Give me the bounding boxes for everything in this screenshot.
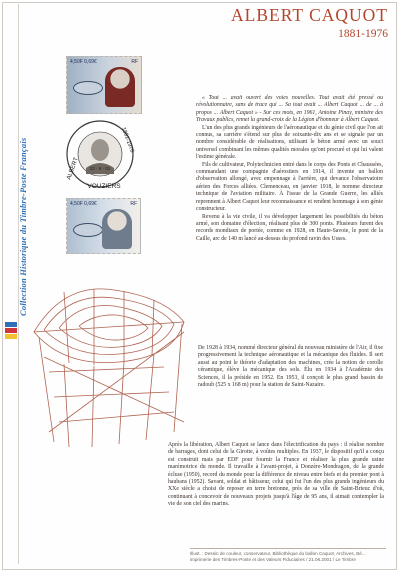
stamp-color bbox=[66, 56, 142, 114]
balloon-frame-illustration bbox=[24, 262, 194, 452]
page-title: ALBERT CAQUOT bbox=[231, 5, 388, 25]
logo-yellow-band bbox=[5, 334, 17, 339]
postmark-town: VOUZIERS bbox=[87, 183, 121, 190]
logo-red-band bbox=[5, 328, 17, 333]
postmark-date: 22 · 6 · 01 bbox=[89, 166, 111, 171]
stamp-pale bbox=[66, 198, 141, 254]
footer-credits bbox=[190, 551, 386, 563]
title-block bbox=[231, 5, 388, 40]
portrait-image bbox=[105, 67, 135, 107]
footer-divider bbox=[190, 548, 386, 549]
article-paragraph-4: De 1928 à 1934, nommé directeur général du nouveau ministère de l'Air, il fixe progressivement la technique aéronautique et la mécanique des fluides. Il sert aussi au point le théorie d'adaptation des machines, crée la notion de corolle céramique, élève la mécanique des sols. Élu en 1934 à l'Académie des Sciences, il la préside en 1952. En 1953, il conçoit le plus grand bassin de radoub (525 x 168 m) pour la station de Saint-Nazaire. bbox=[198, 345, 383, 389]
life-dates: 1881-1976 bbox=[338, 28, 388, 40]
article-paragraph-1: L'un des plus grands ingénieurs de l'aéronautique et du génie civil que l'on ait connus, sa carrière s'étend sur plus de soixante-dix ans et se signale par un nombre considérable de réalisations, utilisant le béton armé avec un souci universel combinant les mêmes qualités morales qu'ont procuré et qui lui valent l'estime générale. bbox=[196, 124, 383, 161]
balloon-icon bbox=[73, 223, 103, 237]
article-full-width bbox=[168, 442, 384, 509]
article-paragraph-5: Après la libération, Albert Caquot se lance dans l'électrification du pays : il réalise nombre de barrages, dont celui de la Girotte, à voûtes multiples. En 1937, le dispositif qu'il a conçu est construit mais par EDF pour fournir la France et réaliser la plus grande usine marémotrice du monde. Il travaille à l'avant-projet, à Donzère-Mondragon, de la grande écluse (1950), record du monde pour la différence de niveau entre biefs et du premier pont à haubans (1952). Savant, soldat et bâtisseur, celui qui fut l'un des plus grands ingénieurs du XXe siècle a choisi de reposer en terre bretonne, près de sa ville de Saint-Brieuc d'où, continuant à concevoir de nouveaux projets jusqu'à l'âge de 95 ans, il aimait contempler la vie de son ciel des marins. bbox=[168, 442, 384, 508]
postmark-text-left: ALBERT bbox=[66, 156, 80, 181]
left-band bbox=[4, 4, 19, 564]
tricolor-logo-icon bbox=[5, 322, 17, 340]
collection-vertical-title: Collection Historique du Timbre-Poste Français bbox=[18, 137, 28, 316]
stamp-value: 4,50F 0,69€ bbox=[70, 59, 97, 65]
first-day-postmark bbox=[64, 118, 136, 190]
balloon-icon bbox=[73, 81, 103, 95]
article-intro: « Tout ... avait ouvert des voies nouvelles. Tout avait été pressé ou révolutionnaire, sans de trace qui ... Sa tout avait ... Albert Caquot ... de ... à propos ... Albert Caquot » - Sur ces mots, en 1961, Antoine Pinay, ministre des Travaux publics, remet la grand-croix de la Légion d'honneur à Albert Caquot. bbox=[196, 95, 383, 124]
article-paragraph-3: Revenu à la vie civile, il va développer largement les possibilités du béton armé, son domaine d'élection, réalisant plus de 300 ponts. Plusieurs furent des records mondiaux de portée, comme en 1928, en Haute-Savoie, le pont de la Caille, arc de 140 m lancé au-dessus du profond ravin des Usses. bbox=[196, 213, 383, 242]
stamp-country: RF bbox=[130, 201, 137, 207]
portrait-image bbox=[102, 209, 132, 249]
footer-line-2: imprimerie des Timbres-Poste et des Valeurs Fiduciaires / 21.06.2001 / Le Timbre bbox=[190, 557, 356, 562]
article-paragraph-2: Fils de cultivateur, Polytechnicien entré dans le corps des Ponts et Chaussées, commandant une compagnie d'aérostiers en 1914, il invente un ballon d'observation allongé, avec empennage à l'arrière, qui devance l'observatoire aérien des Forces alliées. Clemenceau, en janvier 1918, le nomme directeur technique de l'aviation militaire. À l'issue de la Grande Guerre, les alliés reprennent à Albert Caquot leur reconnaissance et rendent hommage à son génie constructeur. bbox=[196, 161, 383, 213]
logo-blue-band bbox=[5, 322, 17, 327]
stamp-value: 4,50F 0,69€ bbox=[70, 201, 97, 207]
stamp-country: RF bbox=[131, 59, 138, 65]
footer-line-1: Illust. : Dessin de couleur, conservateur, Bibliothèque du ballon Caquot, Archives, Bé... bbox=[190, 551, 366, 556]
article-column bbox=[196, 95, 383, 243]
article-column-lower bbox=[198, 345, 383, 389]
postmark-text-right: 1881-1976 bbox=[120, 126, 135, 154]
